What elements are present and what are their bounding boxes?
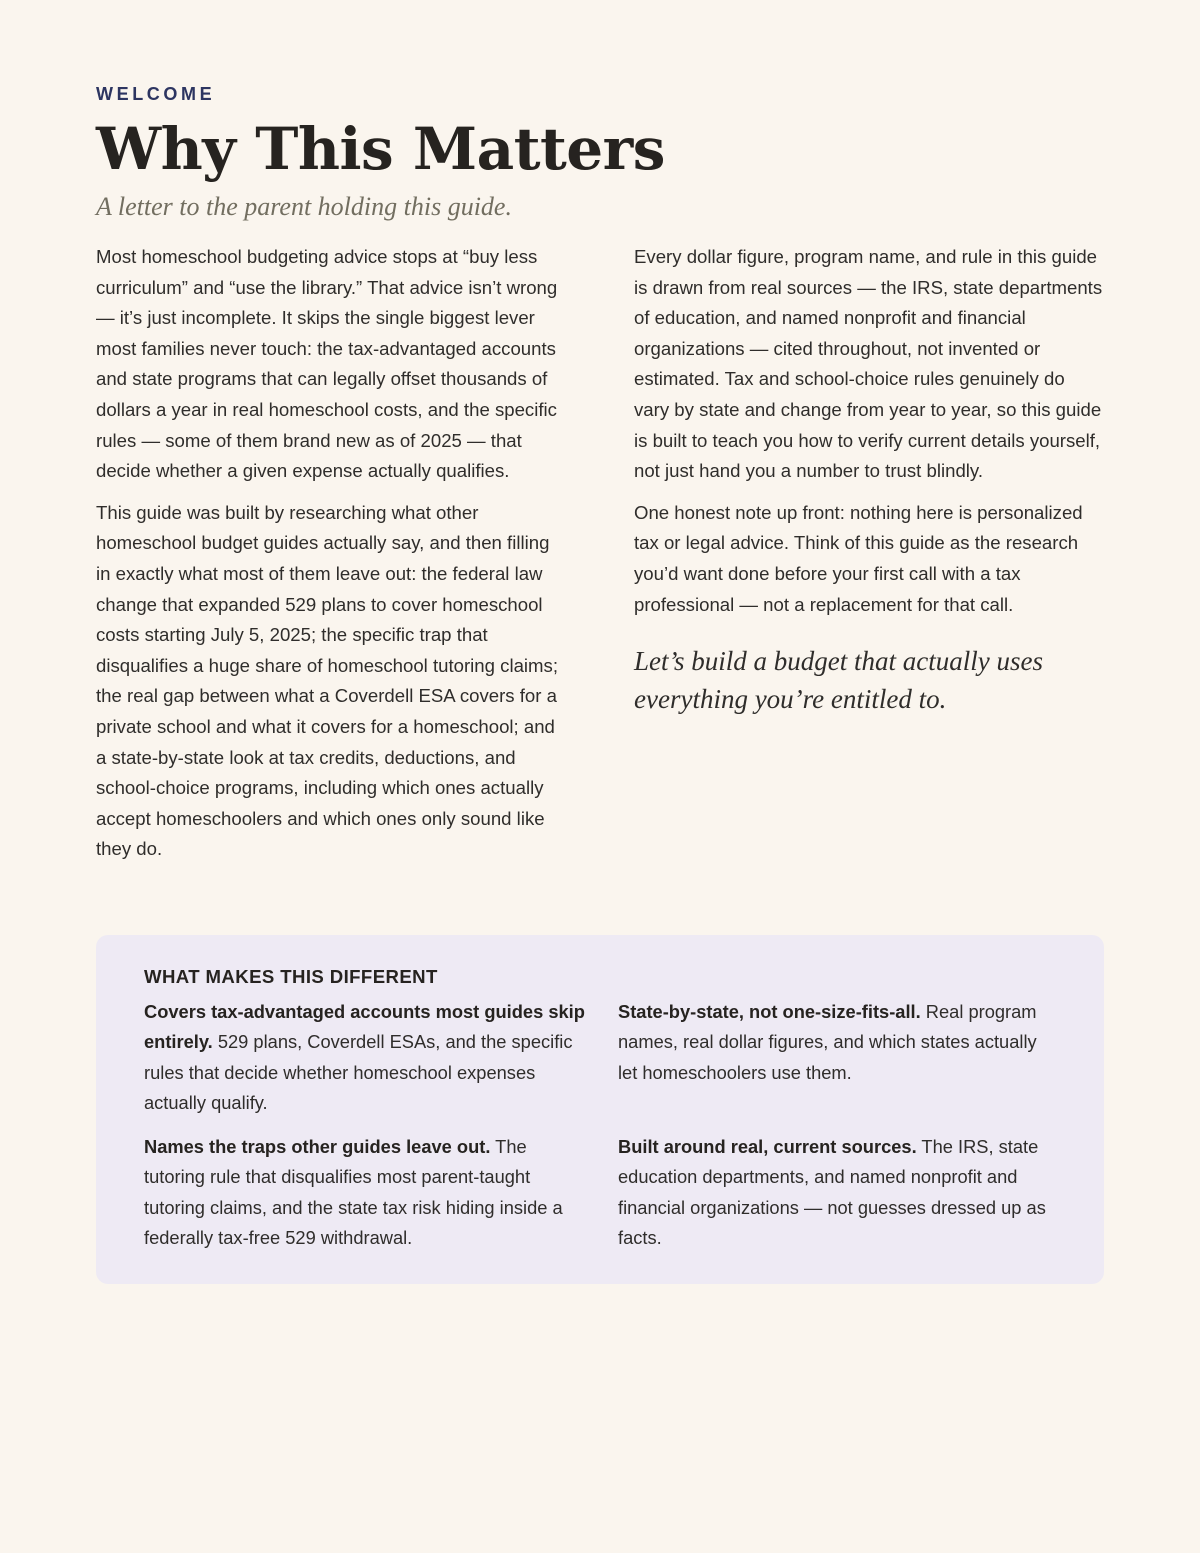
feature-text: The IRS, state education departments, and named nonprofit and financial organizations — not guesses dressed up as facts. [618,1136,1046,1249]
closing-statement: Let’s build a budget that actually uses everything you’re entitled to. [634,646,1043,715]
feature-lead: State-by-state, not one-size-fits-all. [618,1001,921,1022]
feature-item [144,997,590,1118]
left-column [96,242,566,876]
feature-lead: Names the traps other guides leave out. [144,1136,491,1158]
body-paragraph: Every dollar figure, program name, and rule in this guide is drawn from real sources — the IRS, state departments of education, and named nonprofit and financial organizations — cited throughout, not invented or estimated. Tax and school-choice rules genuinely do vary by state and change from year to year, so this guide is built to teach you how to verify current details yourself, not just hand you a number to trust blindly. [634,246,1103,482]
page-subtitle: A letter to the parent holding this guide. [96,192,512,221]
feature-text: The tutoring rule that disqualifies most parent-taught tutoring claims, and the state tax risk hiding inside a federally tax-free 529 withdrawal. [144,1136,563,1249]
feature-text: 529 plans, Coverdell ESAs, and the specific rules that decide whether homeschool expenses actually qualify. [144,1031,573,1113]
page-title: Why This Matters [96,115,665,183]
page-content [96,84,1104,876]
body-paragraph: Most homeschool budgeting advice stops at “buy less curriculum” and “use the library.” That advice isn’t wrong — it’s just incomplete. It skips the single biggest lever most families never touch: the tax-advantaged accounts and state programs that can legally offset thousands of dollars a year in real homeschool costs, and the specific rules — some of them brand new as of 2025 — that decide whether a given expense actually qualifies. [96,246,558,482]
feature-text: Real program names, real dollar figures, and which states actually let homeschoolers use them. [618,1001,1037,1083]
feature-lead: Built around real, current sources. [618,1136,917,1158]
letter-body [96,242,1104,876]
right-column [634,242,1104,876]
feature-lead: Covers tax-advantaged accounts most guides skip entirely. [144,1001,585,1053]
feature-item [618,997,1048,1118]
feature-item [618,1132,1048,1253]
section-eyebrow: WELCOME [96,84,216,104]
body-paragraph: One honest note up front: nothing here is personalized tax or legal advice. Think of this guide as the research you’d want done before your first call with a tax professional — not a replacement for that call. [634,501,1083,615]
features-callout [96,935,1104,1284]
body-paragraph: This guide was built by researching what other homeschool budget guides actually say, and then filling in exactly what most of them leave out: the federal law change that expanded 529 plans to cover homeschool costs starting July 5, 2025; the specific trap that disqualifies a huge share of homeschool tutoring claims; the real gap between what a Coverdell ESA covers for a private school and what it covers for a homeschool; and a state-by-state look at tax credits, deductions, and school-choice programs, including which ones actually accept homeschoolers and which ones only sound like they do. [96,501,559,860]
feature-item [144,1132,590,1253]
callout-heading: WHAT MAKES THIS DIFFERENT [144,966,438,987]
feature-grid [144,997,1056,1253]
